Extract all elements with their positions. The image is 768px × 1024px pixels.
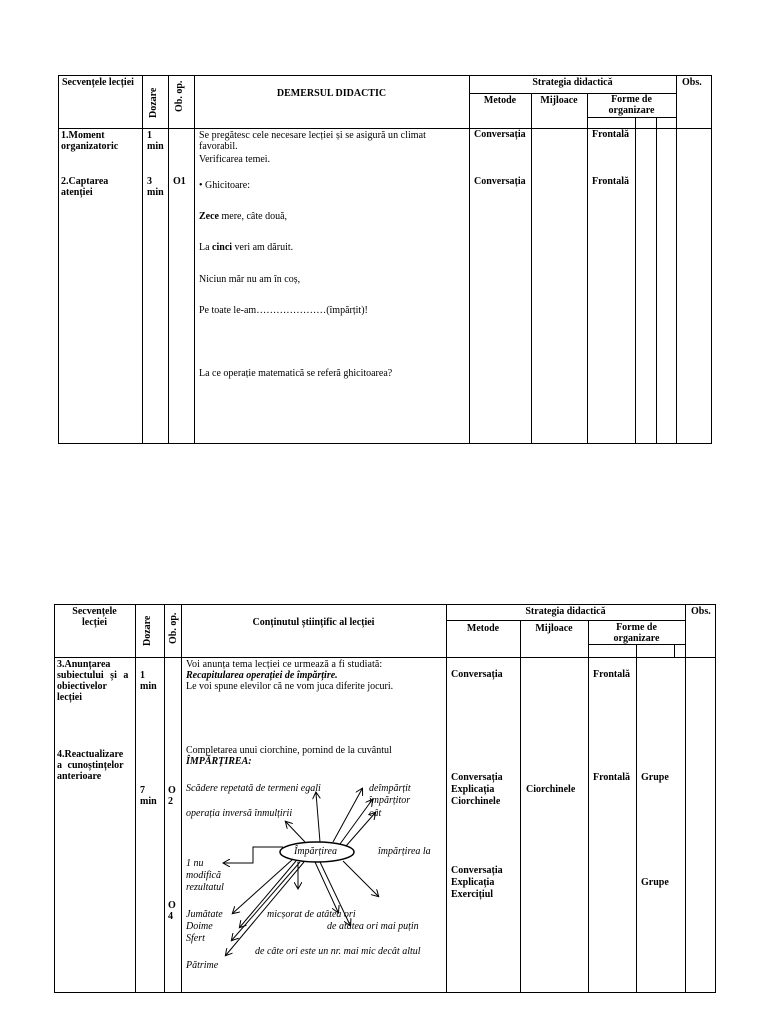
row4-metoda: Conversația	[451, 772, 503, 783]
header-forme-2: organizare	[613, 633, 660, 644]
row4-metoda: Ciorchinele	[451, 796, 501, 807]
header-demers: DEMERSUL DIDACTIC	[276, 88, 387, 99]
row4-metoda: Explicația	[451, 784, 495, 795]
row4-grupe: Grupe	[641, 877, 669, 888]
cluster-node: de atâtea ori mai puțin	[327, 921, 419, 932]
cluster-node: Pătrime	[186, 960, 219, 971]
header-forme-1: Forme de	[611, 94, 652, 105]
riddle-line-3: Niciun măr nu am în coș,	[199, 274, 301, 285]
header-metode: Metode	[483, 95, 517, 106]
row1-text: Verificarea temei.	[199, 154, 271, 165]
riddle-label: • Ghicitoare:	[199, 180, 250, 191]
row2-forma: Frontală	[592, 176, 630, 187]
row1-text: Se pregătesc cele necesare lecției și se asigură un climat	[199, 130, 426, 141]
riddle-line-2: La cinci veri am dăruit.	[199, 242, 294, 253]
riddle-line-4: Pe toate le-am…………………(împărțit)!	[199, 305, 368, 316]
header-mijloace: Mijloace	[535, 623, 573, 634]
riddle-question: La ce operație matematică se referă ghicitoarea?	[199, 368, 393, 379]
row4-obop: O	[168, 900, 176, 911]
header-strategia: Strategia didactică	[532, 77, 613, 88]
header-secvente: Secvențele	[72, 606, 117, 617]
row3-dozare: min	[140, 681, 157, 692]
header-secvente: Secvențele lecției	[62, 77, 134, 88]
header-secvente: lecției	[82, 617, 107, 628]
header-dozare: Dozare	[148, 87, 159, 118]
cluster-arrow	[224, 847, 283, 863]
cluster-node: Scădere repetată de termeni egali	[186, 783, 321, 794]
row4-obop: O	[168, 785, 176, 796]
cluster-node: Doime	[186, 921, 213, 932]
cluster-node: împărțirea la	[378, 846, 431, 857]
row4-obop: 2	[168, 796, 173, 807]
riddle-line-1: Zece mere, câte două,	[199, 211, 288, 222]
cluster-node: deîmpărțit	[369, 783, 411, 794]
row3-seq: obiectivelor	[57, 681, 107, 692]
row3-text: Recapitularea operației de împărțire.	[186, 670, 338, 681]
header-obs: Obs.	[682, 77, 702, 88]
row2-dozare: 3	[147, 176, 152, 187]
row2-dozare: min	[147, 187, 164, 198]
row1-metoda: Conversația	[474, 129, 526, 140]
row2-seq: 2.Captarea	[61, 176, 109, 187]
row1-forma: Frontală	[592, 129, 630, 140]
row4-forma: Frontală	[593, 772, 631, 783]
cluster-center: Împărțirea	[294, 846, 337, 857]
header-forme-2: organizare	[608, 105, 655, 116]
header-dozare: Dozare	[142, 615, 153, 646]
row4-seq: 4.Reactualizare	[57, 749, 124, 760]
cluster-node: rezultatul	[186, 882, 224, 893]
cluster-arrow	[315, 862, 338, 912]
row4-metoda: Explicația	[451, 877, 495, 888]
row1-text: favorabil.	[199, 141, 238, 152]
header-strategia: Strategia didactică	[525, 606, 606, 617]
cluster-node: 1 nu	[186, 858, 204, 869]
header-metode: Metode	[466, 623, 500, 634]
row3-text: Le voi spune elevilor că ne vom juca diferite jocuri.	[186, 681, 394, 692]
row3-forma: Frontală	[593, 669, 631, 680]
cluster-node: de câte ori este un nr. mai mic decât altul	[255, 946, 421, 957]
cluster-node: modifică	[186, 870, 221, 881]
row2-obop: O1	[173, 176, 186, 187]
cluster-arrow	[343, 861, 378, 896]
header-continut: Conținutul științific al lecției	[252, 617, 375, 628]
cluster-node: operația inversă înmulțirii	[186, 808, 293, 819]
row4-dozare: min	[140, 796, 157, 807]
cluster-intro: Completarea unui ciorchine, pornind de la cuvântul	[186, 745, 392, 756]
cluster-node: micșorat de atâtea ori	[267, 909, 356, 920]
row4-metoda: Conversația	[451, 865, 503, 876]
row4-dozare: 7	[140, 785, 145, 796]
row1-dozare: 1	[147, 130, 152, 141]
row2-seq: atenției	[61, 187, 93, 198]
row3-seq: lecției	[57, 692, 82, 703]
row3-seq: 3.Anunțarea	[57, 659, 111, 670]
row4-grupe: Grupe	[641, 772, 669, 783]
cluster-word: ÎMPĂRȚIREA:	[186, 756, 252, 767]
header-obop: Ob. op.	[174, 80, 185, 112]
row3-metoda: Conversația	[451, 669, 503, 680]
row1-seq: organizatoric	[61, 141, 119, 152]
cluster-node: Jumătate	[186, 909, 223, 920]
cluster-node: Sfert	[186, 933, 205, 944]
header-obop: Ob. op.	[168, 612, 179, 644]
cluster-arrow	[232, 862, 300, 940]
cluster-node: cât	[369, 808, 382, 819]
header-mijloace: Mijloace	[540, 95, 578, 106]
row3-text: Voi anunța tema lecției ce urmează a fi studiată:	[186, 659, 383, 670]
row4-metoda: Exercițiul	[451, 889, 494, 900]
row4-mijloace: Ciorchinele	[526, 784, 576, 795]
row4-seq: a cunoștințelor	[57, 760, 124, 771]
row1-seq: 1.Moment	[61, 130, 105, 141]
row4-seq: anterioare	[57, 771, 102, 782]
cluster-node: împărțitor	[369, 795, 411, 806]
row2-metoda: Conversația	[474, 176, 526, 187]
row3-dozare: 1	[140, 670, 145, 681]
cluster-arrow	[316, 793, 320, 842]
row1-dozare: min	[147, 141, 164, 152]
header-forme-1: Forme de	[616, 622, 657, 633]
row4-obop: 4	[168, 911, 173, 922]
row3-seq: subiectului și a	[57, 670, 129, 681]
header-obs: Obs.	[691, 606, 711, 617]
cluster-arrow	[286, 822, 305, 842]
